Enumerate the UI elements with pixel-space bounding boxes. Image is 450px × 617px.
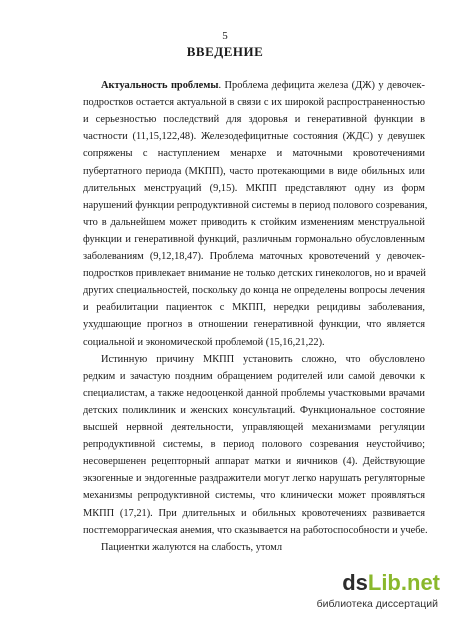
text-line <box>101 351 425 368</box>
page-title: ВВЕДЕНИЕ <box>186 44 264 59</box>
text-line <box>83 470 425 487</box>
text-line-content: подростков остается актуальной в связи с их широкой распространенностью <box>83 97 425 109</box>
text-line-content: . Проблема дефицита железа (ДЖ) у девочек- <box>218 80 425 91</box>
text-line-content: подростков привлекает внимание не только детских гинекологов, но и врачей <box>83 268 426 280</box>
text-line <box>83 522 428 539</box>
text-line <box>83 505 425 522</box>
text-line-content: Пациентки жалуются на слабость, утомл <box>101 541 283 553</box>
lead-bold: Актуальность проблемы <box>101 80 219 91</box>
text-line <box>83 368 425 385</box>
logo-dot: . <box>400 570 407 595</box>
text-line-content: специалистам, а также недооценкой данной проблемы участковыми врачами <box>83 387 425 399</box>
text-line <box>83 231 425 248</box>
text-line-content: постгеморрагическая анемия, что сказывается на работоспособности и учебе. <box>83 524 428 536</box>
text-line-content: нарушений функции репродуктивной системы в период полового созревания, <box>83 199 428 211</box>
text-line-content: других специальностей, поскольку до конца не определены вопросы лечения <box>83 285 425 297</box>
text-line-content: и реабилитации пациенток с МКПП, нередки рецидивы заболевания, <box>83 302 425 314</box>
text-line <box>83 128 425 145</box>
text-line <box>83 453 425 470</box>
text-line <box>83 163 425 180</box>
text-line-content: детских поликлиник и женских консультаций. Функциональное состояние <box>83 404 425 416</box>
text-line <box>101 539 425 556</box>
text-line <box>83 282 425 299</box>
text-line <box>83 334 425 351</box>
logo-ds: ds <box>342 570 368 595</box>
text-line-content: экзогенные и эндогенные раздражители могут легко нарушать регуляторные <box>83 473 425 485</box>
text-line <box>83 248 425 265</box>
text-line-content: редким и зачастую поздним обращением родителей или самой девочки к <box>83 370 425 382</box>
text-line-content: ухудшающие прогноз в отношении генеративной функции, что является <box>83 319 425 331</box>
text-line-content: несовершенен рецепторный аппарат матки и яичников (4). Действующие <box>83 456 425 468</box>
text-line-content: заболеваниям (9,12,18,47). Проблема маточных кровотечений у девочек- <box>83 251 425 262</box>
text-line-content: Истинную причину МКПП установить сложно, что обусловлено <box>101 353 425 365</box>
text-line <box>83 487 425 504</box>
text-line <box>83 94 425 111</box>
text-line-content: МКПП (17,21). При длительных и обильных кровотечениях развивается <box>83 507 425 519</box>
text-line-content: механизмы репродуктивной системы, что клинически может проявляться <box>83 490 425 502</box>
text-line <box>83 385 425 402</box>
text-line-content: сопряжены с наступлением менархе и маточными кровотечениями <box>83 148 425 160</box>
text-line <box>83 214 425 231</box>
dslib-logo[interactable] <box>342 570 440 596</box>
text-line <box>83 419 425 436</box>
text-line-content: что в дальнейшем может приводить к стойким изменениям менструальной <box>83 216 425 228</box>
logo-lib: Lib <box>367 570 401 595</box>
text-line-content: длительных менструаций (9,15). МКПП представляют одну из форм <box>83 182 425 194</box>
text-line-content: и серьезностью последствий для здоровья и генеративной функции в <box>83 114 425 126</box>
text-line <box>83 111 425 128</box>
watermark-caption: библиотека диссертаций <box>316 598 438 610</box>
text-line-content: частности (11,15,122,48). Железодефицитные состояния (ЖДС) у девушек <box>83 131 425 143</box>
text-line <box>83 265 425 282</box>
text-line <box>83 180 425 197</box>
text-line-content: социальной и экономической проблемой (15,16,21,22). <box>83 336 325 348</box>
text-line <box>83 299 425 316</box>
watermark[interactable] <box>318 566 450 617</box>
text-line <box>83 316 425 333</box>
text-line-content: высшей нервной деятельности, управляющей механизмами регуляции <box>83 422 425 433</box>
text-line <box>101 77 425 94</box>
text-line <box>83 436 425 453</box>
text-line-content: функции и генеративной функций, различным гормонально обусловленным <box>83 233 425 245</box>
logo-net: net <box>407 570 440 595</box>
text-line <box>83 145 425 162</box>
text-line-content: репродуктивной системы, в период полового созревания неустойчиво; <box>83 439 425 451</box>
page-number: 5 <box>222 30 228 42</box>
text-line <box>83 197 428 214</box>
text-line-content: пубертатного периода (МКПП), часто протекающими в виде обильных или <box>83 165 425 177</box>
text-line <box>83 402 425 419</box>
